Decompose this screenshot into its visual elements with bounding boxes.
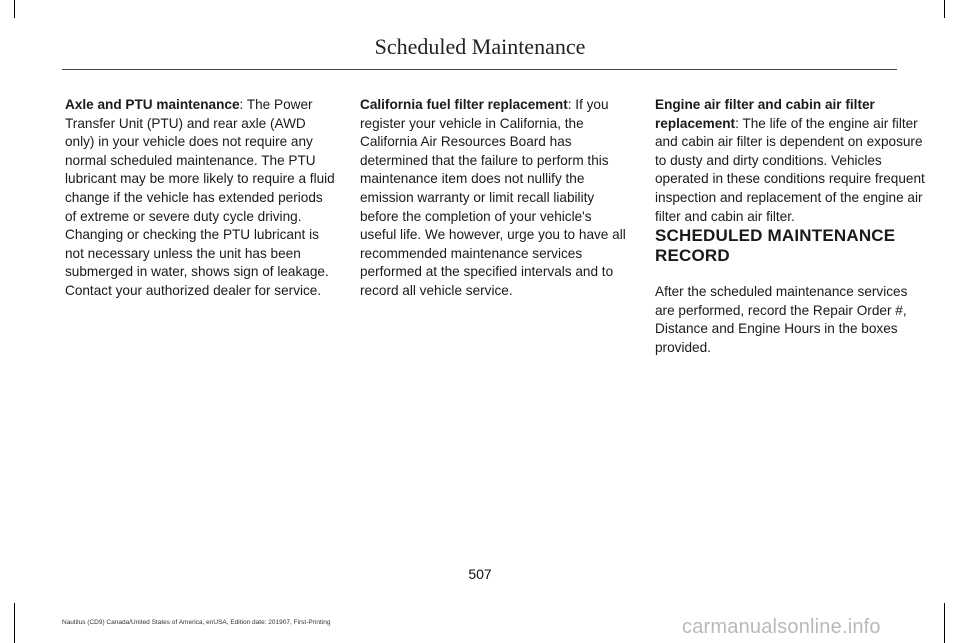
header-divider (62, 69, 897, 70)
california-filter-heading: California fuel filter replacement (360, 97, 568, 112)
edition-footer: Nautilus (CD9) Canada/United States of America, enUSA, Edition date: 201907, First-Printing (62, 619, 331, 626)
crop-mark-top-right (944, 0, 945, 18)
axle-ptu-paragraph (65, 96, 335, 301)
watermark: carmanualsonline.info (682, 616, 881, 638)
air-filter-heading: Engine air filter and cabin air filter replacement (655, 97, 875, 131)
crop-mark-top-left (14, 0, 15, 18)
california-filter-text: : If you register your vehicle in California, the California Air Resources Board has determined that the failure to perform this maintenance item does not nullify the emission warranty or limit recall liability before the completion of your vehicle's useful life. We however, urge you to have all recommended maintenance services performed at the specified intervals and to record all vehicle service. (360, 97, 626, 298)
axle-ptu-heading: Axle and PTU maintenance (65, 97, 240, 112)
right-column (655, 96, 925, 358)
section-heading-line1: SCHEDULED MAINTENANCE (655, 226, 896, 246)
california-filter-paragraph (360, 96, 630, 301)
air-filter-paragraph (655, 96, 925, 226)
axle-ptu-text: : The Power Transfer Unit (PTU) and rear axle (AWD only) in your vehicle does not require any normal scheduled maintenance. The PTU lubricant may be more likely to require a fluid change if the vehicle has extended periods of extreme or severe duty cycle driving. Changing or checking the PTU lubricant is not necessary unless the unit has been submerged in water, shows sign of leakage. Contact your authorized dealer for service. (65, 97, 335, 298)
page-title: Scheduled Maintenance (374, 34, 586, 59)
record-instructions: After the scheduled maintenance services are performed, record the Repair Order #, Distance and Engine Hours in the boxes provided. (655, 284, 908, 355)
air-filter-text: : The life of the engine air filter and cabin air filter is dependent on exposure to dusty and dirty conditions. Vehicles operated in these conditions require frequent inspection and replacement of the engine air filter and cabin air filter. (655, 115, 925, 224)
page-number: 507 (468, 566, 492, 582)
left-column (65, 96, 335, 301)
middle-column (360, 96, 630, 301)
section-heading-line2: RECORD (655, 246, 730, 266)
crop-mark-bottom-right (944, 603, 945, 643)
crop-mark-bottom-left (14, 603, 15, 643)
